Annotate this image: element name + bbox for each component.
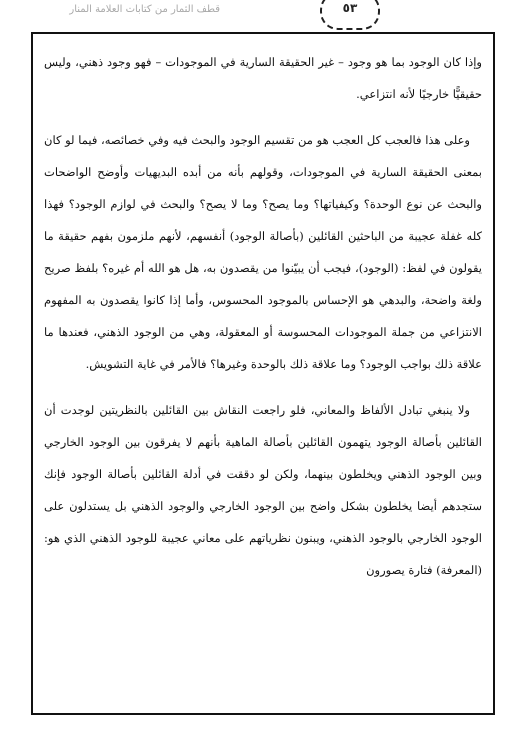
page-header xyxy=(0,0,524,30)
paragraph-2: وعلى هذا فالعجب كل العجب هو من تقسيم الوجود والبحث فيه وفي خصائصه، فيما لو كان بمعنى الحقيقة السارية في الموجودات، وقولهم بأنه من أبده البديهيات وأوضح الواضحات والبحث عن نوع الوحدة؟ وكيفياتها؟ وما يصح؟ وما لا يصح؟ والبحث في لوازم الوجود؟ فهذا كله غفلة عجيبة من الباحثين القائلين (بأصالة الوجود) أنفسهم، لأنهم ملزمون بفهم حقيقة ما يقولون في لفظ: (الوجود)، فيجب أن يبيّنوا من يقصدون به، هل هو الله أم غيره؟ بلفظ صريح ولغة واضحة، والبدهي هو الإحساس بالموجود المحسوس، وأما إذا كانوا يقصدون به المفهوم الانتزاعي من جملة الموجودات المحسوسة أو المعقولة، وهي من الوجود الذهني، فعندها ما علاقة ذلك بواجب الوجود؟ وما علاقة ذلك بالوحدة وغيرها؟ فالأمر في غاية التشويش. xyxy=(44,133,482,371)
page-border-frame xyxy=(31,32,495,715)
running-title: قطف الثمار من كتابات العلامة المنار xyxy=(69,4,220,15)
body-text xyxy=(44,46,482,600)
paragraph-1: وإذا كان الوجود بما هو وجود – غير الحقيقة السارية في الموجودات – فهو وجود ذهني، وليس حقيقيًّا خارجيًا لأنه انتزاعي. xyxy=(44,55,482,101)
page-number: ٥٣ xyxy=(342,1,358,15)
paragraph-3: ولا ينبغي تبادل الألفاظ والمعاني، فلو راجعت النقاش بين القائلين بالنظريتين لوجدت أن القائلين بأصالة الوجود يتهمون القائلين بأصالة الماهية بأنهم لا يفرقون بين الوجود الخارجي وبين الوجود الذهني ويخلطون بينهما، ولكن لو دققت في أدلة القائلين بأصالة الوجود فإنك ستجدهم أيضا يخلطون بشكل واضح بين الوجود الخارجي والوجود الذهني بل يستدلون على الوجود الخارجي بالوجود الذهني، ويبنون نظرياتهم على معاني عجيبة للوجود الذهني الذي هو: (المعرفة) فتارة يصورون xyxy=(44,403,482,577)
page-number-frame xyxy=(320,0,380,30)
